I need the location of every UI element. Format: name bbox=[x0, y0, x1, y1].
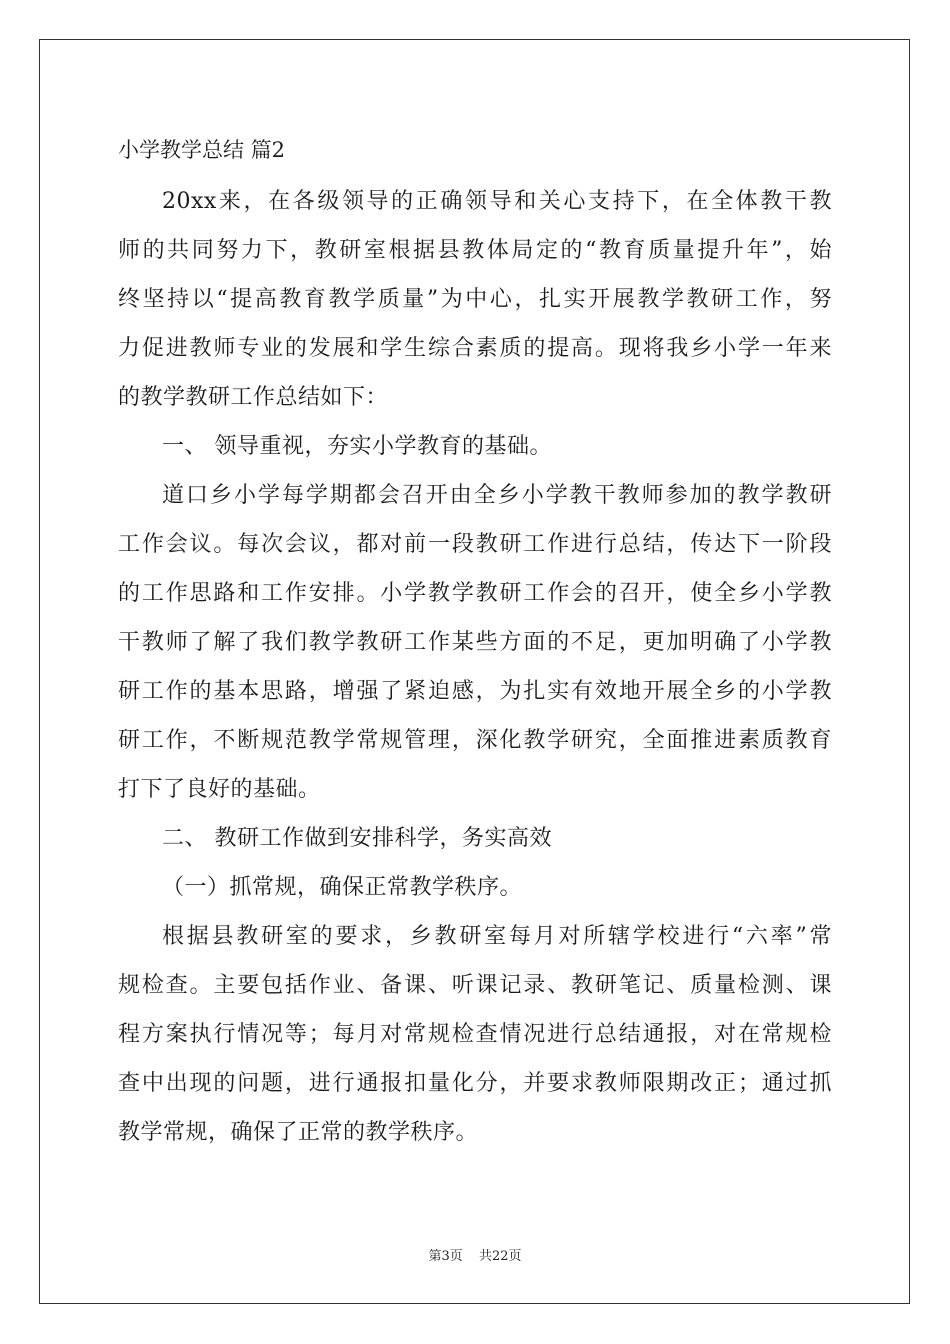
heading-text: 一、 领导重视，夯实小学教育的基础。 bbox=[162, 434, 552, 459]
text-line: 道口乡小学每学期都会召开由全乡小学教干教师参加的教学教研 bbox=[162, 483, 832, 508]
document-body bbox=[118, 130, 832, 1157]
text-line: 打下了良好的基础。 bbox=[118, 777, 321, 802]
text-line: 规检查。主要包括作业、备课、听课记录、教研笔记、质量检测、课 bbox=[118, 973, 832, 998]
paragraph-section-1 bbox=[118, 471, 832, 814]
page-number-total: 共22页 bbox=[478, 1249, 522, 1264]
page-number-current: 第3页 bbox=[428, 1249, 463, 1264]
text-line: 20xx来，在各级领导的正确领导和关心支持下，在全体教干教 bbox=[162, 189, 832, 214]
section-heading-1 bbox=[118, 422, 832, 471]
subsection-heading-1 bbox=[118, 863, 832, 912]
text-line: 力促进教师专业的发展和学生综合素质的提高。现将我乡小学一年来 bbox=[118, 336, 832, 361]
paragraph-section-2 bbox=[118, 912, 832, 1157]
page-footer bbox=[0, 1245, 950, 1264]
document-title: 小学教学总结 篇2 bbox=[118, 138, 286, 162]
text-line: 师的共同努力下，教研室根据县教体局定的“教育质量提升年”，始 bbox=[118, 238, 832, 263]
text-line: 终坚持以“提高教育教学质量”为中心，扎实开展教学教研工作，努 bbox=[118, 287, 832, 312]
subheading-text: （一）抓常规，确保正常教学秩序。 bbox=[162, 875, 523, 900]
text-line: 的教学教研工作总结如下： bbox=[118, 385, 389, 410]
text-line: 的工作思路和工作安排。小学教学教研工作会的召开，使全乡小学教 bbox=[118, 581, 832, 606]
text-line: 干教师了解了我们教学教研工作某些方面的不足，更加明确了小学教 bbox=[118, 630, 832, 655]
section-heading-2 bbox=[118, 814, 832, 863]
text-line: 程方案执行情况等；每月对常规检查情况进行总结通报，对在常规检 bbox=[118, 1022, 832, 1047]
text-line: 研工作的基本思路，增强了紧迫感，为扎实有效地开展全乡的小学教 bbox=[118, 679, 832, 704]
heading-text: 二、 教研工作做到安排科学，务实高效 bbox=[162, 826, 552, 851]
text-line: 工作会议。每次会议，都对前一段教研工作进行总结，传达下一阶段 bbox=[118, 532, 832, 557]
paragraph-intro bbox=[118, 177, 832, 422]
text-line: 教学常规，确保了正常的教学秩序。 bbox=[118, 1120, 479, 1145]
text-line: 研工作，不断规范教学常规管理，深化教学研究，全面推进素质教育 bbox=[118, 728, 832, 753]
text-line: 根据县教研室的要求，乡教研室每月对所辖学校进行“六率”常 bbox=[162, 924, 832, 949]
text-line: 查中出现的问题，进行通报扣量化分，并要求教师限期改正；通过抓 bbox=[118, 1071, 832, 1096]
